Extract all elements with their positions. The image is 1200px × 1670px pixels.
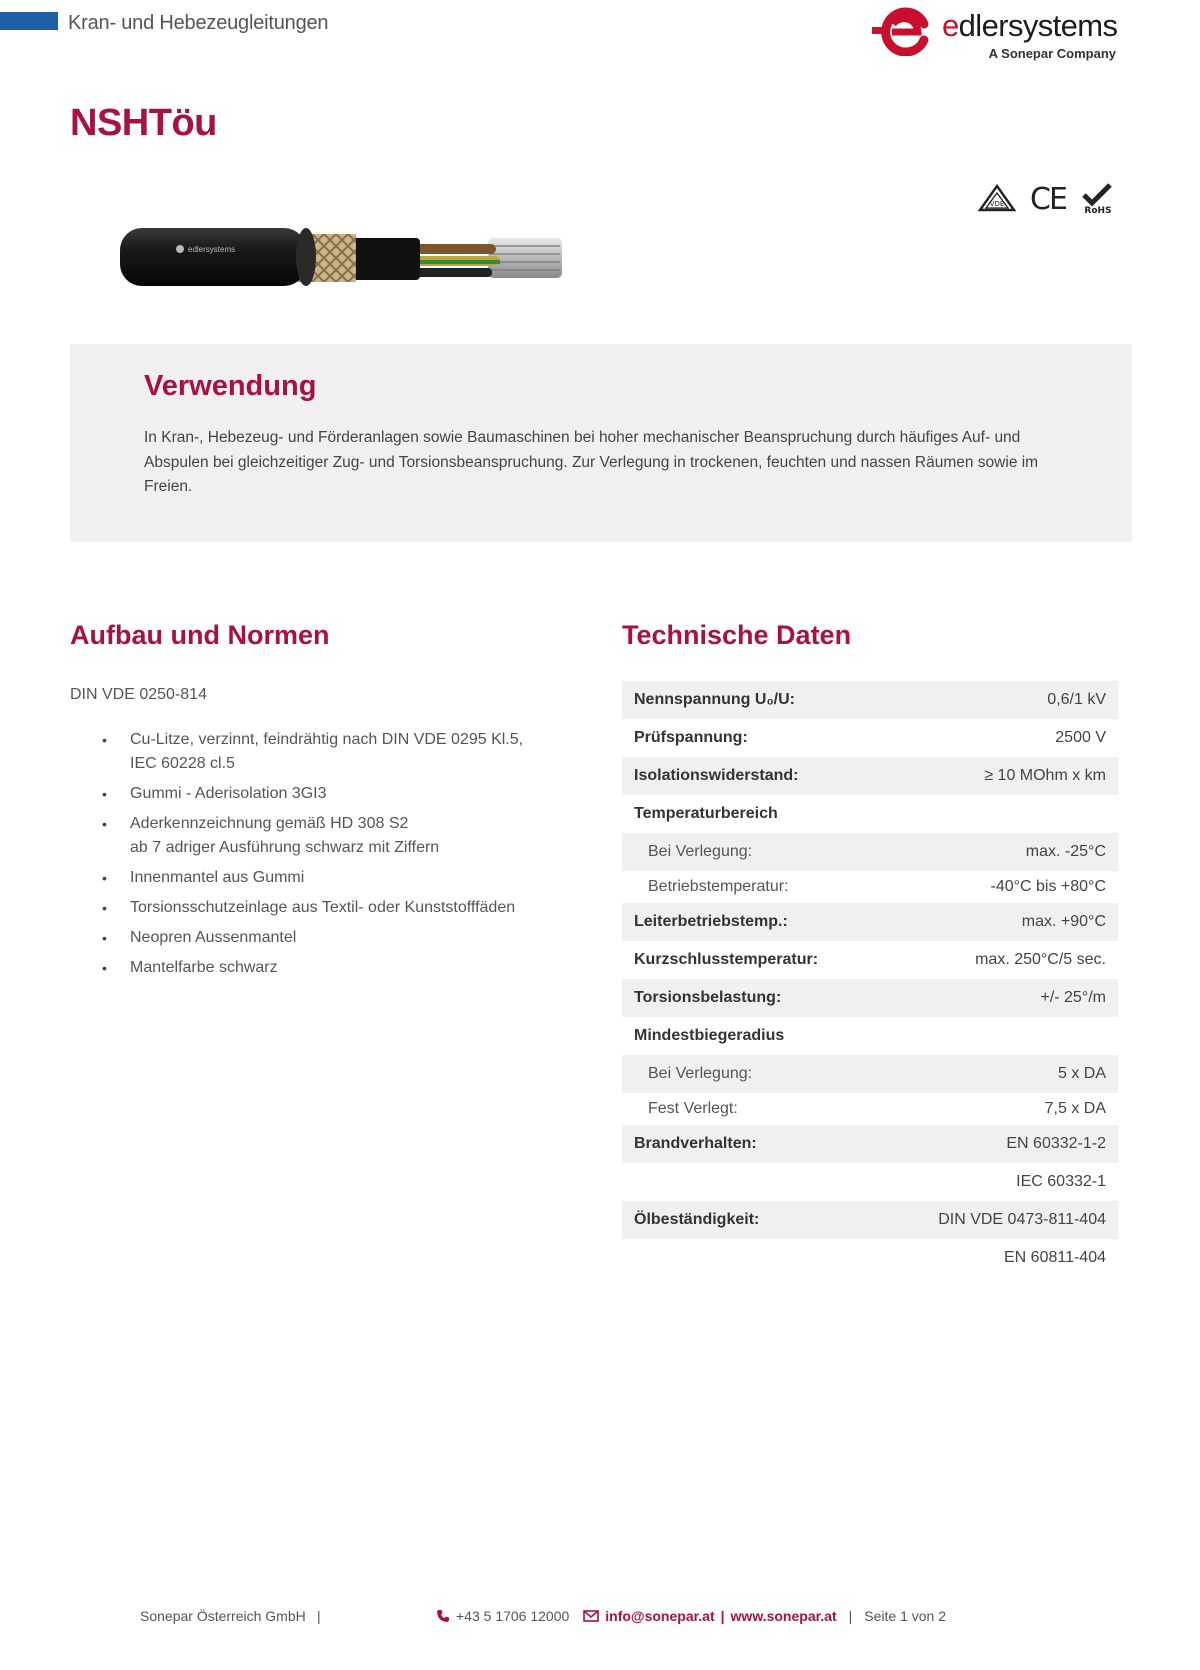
- technical-data-label: Betriebstemperatur:: [648, 878, 789, 895]
- logo-wordmark: edlersystems: [942, 8, 1118, 43]
- footer-separator: |: [317, 1608, 321, 1624]
- technical-data-label: Brandverhalten:: [622, 1125, 920, 1163]
- logo-subline: A Sonepar Company: [988, 46, 1116, 61]
- construction-item-line1: Mantelfarbe schwarz: [130, 959, 278, 976]
- construction-item-line1: Gummi - Aderisolation 3GI3: [130, 785, 327, 802]
- cable-print: edlersystems: [188, 245, 236, 254]
- cable-product-image: [120, 222, 600, 292]
- technical-data-value: [920, 795, 1118, 833]
- vde-mark-text: VDE: [989, 200, 1005, 208]
- technical-data-row: [622, 1093, 1118, 1125]
- technical-data-label: Bei Verlegung:: [622, 1055, 920, 1093]
- technical-data-label: Prüfspannung:: [634, 729, 748, 746]
- technical-data-row: [622, 903, 1118, 941]
- technical-data-row: [622, 871, 1118, 903]
- usage-title: Verwendung: [144, 370, 317, 402]
- footer-company: Sonepar Österreich GmbH: [140, 1608, 306, 1624]
- technical-data-value: EN 60811-404: [1004, 1249, 1106, 1266]
- footer-pipe: |: [720, 1608, 725, 1624]
- header-color-bar: [0, 12, 58, 30]
- technical-data-value: [920, 1017, 1118, 1055]
- certification-marks: [978, 182, 1116, 216]
- technical-data-label: Temperaturbereich: [634, 805, 778, 822]
- construction-norm: DIN VDE 0250-814: [70, 686, 207, 703]
- email-icon: [583, 1610, 599, 1622]
- technical-data-label: Ölbeständigkeit:: [622, 1201, 920, 1239]
- construction-list-item: [96, 866, 556, 890]
- construction-item-line1: Aderkennzeichnung gemäß HD 308 S2: [130, 815, 409, 832]
- vde-mark-icon: [978, 184, 1016, 214]
- footer-phone[interactable]: +43 5 1706 12000: [456, 1608, 570, 1624]
- ce-mark: CE: [1030, 181, 1066, 217]
- technical-data-label: [622, 1163, 920, 1201]
- technical-data-row: [622, 681, 1118, 719]
- technical-data-label: Isolationswiderstand:: [622, 757, 920, 795]
- footer-email-link[interactable]: info@sonepar.at: [605, 1608, 715, 1624]
- technical-data-value: IEC 60332-1: [1016, 1173, 1106, 1190]
- construction-item-line1: Cu-Litze, verzinnt, feindrähtig nach DIN VDE 0295 Kl.5,: [130, 731, 524, 748]
- rohs-mark-text: RoHS: [1084, 206, 1112, 215]
- logo-e-icon: [872, 6, 932, 56]
- technical-data-label: Fest Verlegt:: [648, 1100, 738, 1117]
- technical-data-row: [622, 757, 1118, 795]
- technical-data-value: EN 60332-1-2: [920, 1125, 1118, 1163]
- technical-data-row: [622, 1239, 1118, 1277]
- footer-website-link[interactable]: www.sonepar.at: [730, 1608, 837, 1624]
- construction-item-line2: IEC 60228 cl.5: [130, 755, 235, 772]
- technical-data-row: [622, 1125, 1118, 1163]
- technical-data-label: Torsionsbelastung:: [622, 979, 920, 1017]
- construction-list-item: [96, 782, 556, 806]
- footer-page-separator: |: [848, 1608, 853, 1624]
- technical-data-value: 7,5 x DA: [1044, 1100, 1106, 1117]
- technical-data-label: Mindestbiegeradius: [634, 1027, 785, 1044]
- technical-data-row: [622, 833, 1118, 871]
- construction-list-item: [96, 926, 556, 950]
- technical-data-row: [622, 719, 1118, 757]
- document-category: Kran- und Hebezeugleitungen: [68, 12, 329, 34]
- technical-data-row: [622, 1201, 1118, 1239]
- technical-data-value: -40°C bis +80°C: [990, 878, 1106, 895]
- construction-list-item: [96, 956, 556, 980]
- technical-data-row: [622, 979, 1118, 1017]
- technical-data-value: max. +90°C: [920, 903, 1118, 941]
- technical-data-row: [622, 1055, 1118, 1093]
- technical-data-row: [622, 795, 1118, 833]
- construction-list: [96, 728, 556, 986]
- technical-data-label: Bei Verlegung:: [622, 833, 920, 871]
- construction-title: Aufbau und Normen: [70, 620, 330, 650]
- construction-list-item: [96, 896, 556, 920]
- technical-data-row: [622, 1163, 1118, 1201]
- technical-data-label: Leiterbetriebstemp.:: [622, 903, 920, 941]
- footer-page-number: Seite 1 von 2: [864, 1608, 946, 1624]
- construction-item-line2: ab 7 adriger Ausführung schwarz mit Ziffern: [130, 839, 440, 856]
- rohs-mark-icon: [1080, 183, 1116, 215]
- construction-item-line1: Neopren Aussenmantel: [130, 929, 297, 946]
- technical-data-value: +/- 25°/m: [920, 979, 1118, 1017]
- technical-data-value: DIN VDE 0473-811-404: [920, 1201, 1118, 1239]
- product-title: NSHTöu: [70, 102, 217, 144]
- usage-section: [70, 344, 1132, 542]
- technical-data-row: [622, 941, 1118, 979]
- construction-list-item: [96, 728, 556, 776]
- technical-title: Technische Daten: [622, 620, 852, 650]
- footer: [0, 1608, 1200, 1632]
- technical-data-label: Nennspannung U₀/U:: [622, 681, 920, 719]
- technical-data-label: Kurzschlusstemperatur:: [634, 951, 819, 968]
- phone-icon: [436, 1609, 450, 1623]
- technical-data-value: max. -25°C: [920, 833, 1118, 871]
- usage-text: In Kran-, Hebezeug- und Förderanlagen sowie Baumaschinen bei hoher mechanischer Beanspruchung durch häufiges Auf- und Abspulen bei gleichzeitiger Zug- und Torsionsbeanspruchung. Zur Verlegung in trockenen, feuchten und nassen Räumen sowie im Freien.: [144, 429, 1039, 495]
- construction-item-line1: Torsionsschutzeinlage aus Textil- oder Kunststofffäden: [130, 899, 516, 916]
- technical-data-value: 5 x DA: [920, 1055, 1118, 1093]
- footer-contact: [436, 1608, 946, 1624]
- technical-data-row: [622, 1017, 1118, 1055]
- company-logo: [872, 2, 1122, 62]
- technical-data-label: [622, 1239, 920, 1277]
- technical-data-value: ≥ 10 MOhm x km: [920, 757, 1118, 795]
- technical-data-table: [622, 681, 1118, 1277]
- construction-item-line1: Innenmantel aus Gummi: [130, 869, 305, 886]
- technical-data-value: 2500 V: [1055, 729, 1106, 746]
- technical-data-value: max. 250°C/5 sec.: [975, 951, 1106, 968]
- construction-list-item: [96, 812, 556, 860]
- technical-data-value: 0,6/1 kV: [920, 681, 1118, 719]
